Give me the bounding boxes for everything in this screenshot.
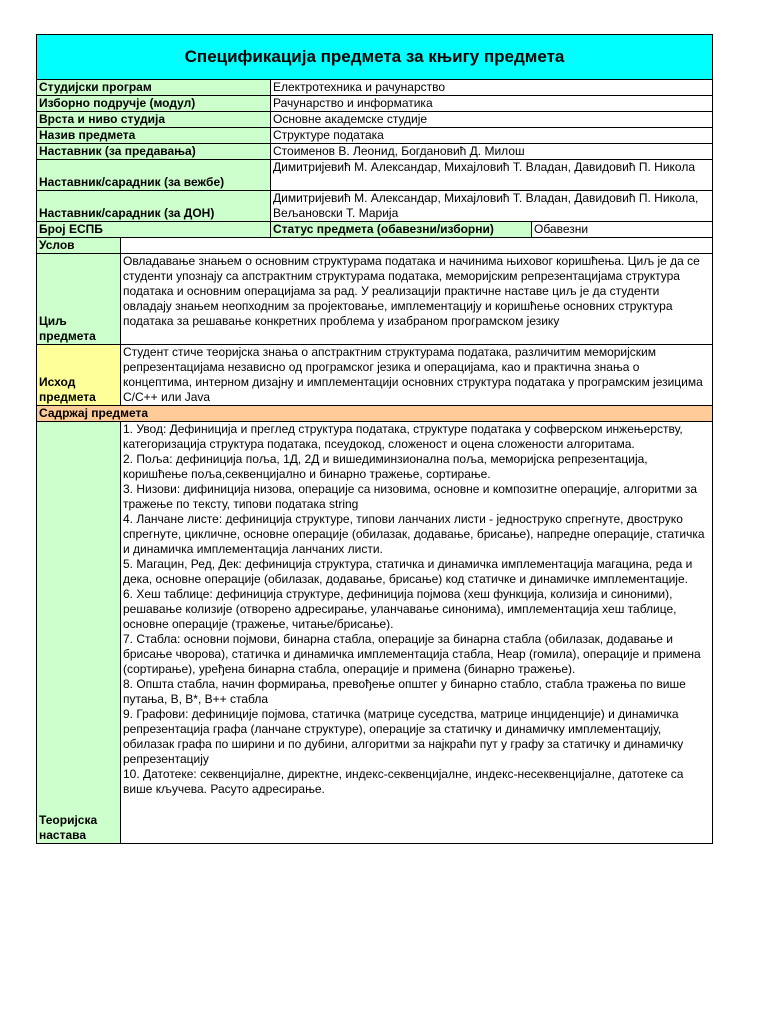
content-label: Садржај предмета <box>37 406 713 422</box>
course-value: Структуре података <box>271 128 713 144</box>
topic-item: 2. Поља: дефиниција поља, 1Д, 2Д и вишедиминзионална поља, меморијска репрезентација, коришћење поља,секвенцијално и бинарно тражење, сортирање. <box>123 452 648 481</box>
outcome-label-line1: Исход <box>39 375 76 389</box>
topic-item: 9. Графови: дефиниције појмова, статичка (матрице суседства, матрице инциденције) и динамичка репрезентација графа (ланчане структуре), операције за статичку и динамичку имплементацију, обилазак графа по ширини и по дубини, алгоритми за најкраћи пут у графу за статичку и динамичку репрезентацију <box>123 707 684 766</box>
content-header-row <box>37 406 713 422</box>
don-value: Димитријевић М. Александар, Михајловић Т. Владан, Давидовић П. Никола, Вељановски Т. Марија <box>271 191 713 222</box>
exercises-row <box>37 160 713 191</box>
don-label: Наставник/сарадник (за ДОН) <box>37 191 271 222</box>
topic-item: 5. Магацин, Ред, Дек: дефиниција структура, статичка и динамичка имплементација магацина, реда и дека, основне операције (обилазак, додавање, брисање) код статичке и динамичке имплементације. <box>123 557 693 586</box>
module-row <box>37 96 713 112</box>
level-row <box>37 112 713 128</box>
specification-table <box>36 34 713 844</box>
topic-item: 6. Хеш таблице: дефиниција структуре, дефиниција појмова (хеш функција, колизија и синоними), решавање колизије (отворено адресирање, уланчавање синонима), имплементација хеш таблице, основне операције (тражење, читање/брисање). <box>123 587 677 631</box>
module-value: Рачунарство и информатика <box>271 96 713 112</box>
goal-label-line2: предмета <box>39 329 96 343</box>
don-row <box>37 191 713 222</box>
espb-status-row <box>37 222 713 238</box>
topic-item: 4. Ланчане листе: дефиниција структуре, типови ланчаних листи - једноструко спрегнуте, двоструко спрегнуте, цикличне, основне операције (обилазак, додавање, брисање), напредне операције, статичка и динамичка имплементација ланчаних листи. <box>123 512 705 556</box>
goal-row <box>37 254 713 345</box>
topic-item: 1. Увод: Дефиниција и преглед структура података, структуре података у софверском инжењерству, категоризација структура података, псеудокод, сложеност и оцена сложености алгоритама. <box>123 422 683 451</box>
theory-row <box>37 422 713 844</box>
theory-topics <box>121 422 713 844</box>
lecturer-row <box>37 144 713 160</box>
outcome-label <box>37 345 121 406</box>
page-title: Спецификација предмета за књигу предмета <box>37 35 713 80</box>
title-row <box>37 35 713 80</box>
lecturer-label: Наставник (за предавања) <box>37 144 271 160</box>
status-label: Статус предмета (обавезни/изборни) <box>271 222 532 238</box>
topic-item: 3. Низови: дифиниција низова, операције са низовима, основне и композитне операције, алгоритми за тражење по тексту, типови података string <box>123 482 698 511</box>
goal-text: Овладавање знањем о основним структурама података и начинима њиховог коришћења. Циљ је да се студенти упознају са апстрактним структурама података, меморијским репрезентацијама структура података и основним операцијама за рад. У реализацији практичне наставе циљ је да студенти овладају знањем неопходним за пројектовање, имплементацију и коришћење основних структура података за решавање конкретних проблема у изабраном програмском језику <box>121 254 713 345</box>
condition-value <box>121 238 713 254</box>
course-row <box>37 128 713 144</box>
theory-label <box>37 422 121 844</box>
course-specification-sheet <box>36 34 712 844</box>
condition-label: Услов <box>37 238 121 254</box>
exercises-value: Димитријевић М. Александар, Михајловић Т. Владан, Давидовић П. Никола <box>271 160 713 191</box>
outcome-label-line2: предмета <box>39 390 96 404</box>
course-label: Назив предмета <box>37 128 271 144</box>
topic-item: 10. Датотеке: секвенцијалне, директне, индекс-секвенцијалне, индекс-несеквенцијалне, датотеке са више кључева. Расуто адресирање. <box>123 767 684 796</box>
espb-label: Број ЕСПБ <box>37 222 271 238</box>
program-label: Студијски програм <box>37 80 271 96</box>
level-value: Основне академске студије <box>271 112 713 128</box>
lecturer-value: Стоименов В. Леонид, Богдановић Д. Милош <box>271 144 713 160</box>
goal-label-line1: Циљ <box>39 314 67 328</box>
outcome-row <box>37 345 713 406</box>
theory-label-line1: Теоријска <box>39 813 98 827</box>
program-row <box>37 80 713 96</box>
theory-label-line2: настава <box>39 828 87 842</box>
goal-label <box>37 254 121 345</box>
status-value: Обавезни <box>532 222 713 238</box>
exercises-label: Наставник/сарадник (за вежбе) <box>37 160 271 191</box>
level-label: Врста и ниво студија <box>37 112 271 128</box>
condition-row <box>37 238 713 254</box>
topic-item: 7. Стабла: основни појмови, бинарна стабла, операције за бинарна стабла (обилазак, додавање и брисање чворова), статичка и динамичка имплементација стабла, Heap (гомила), операције и примена (сортирање), уређена бинарна стабла, операције и примена (бинарно тражење). <box>123 632 701 676</box>
module-label: Изборно подручје (модул) <box>37 96 271 112</box>
program-value: Електротехника и рачунарство <box>271 80 713 96</box>
topic-item: 8. Општа стабла, начин формирања, превођење општег у бинарно стабло, стабла тражења по више путања, B, B*, B++ стабла <box>123 677 686 706</box>
outcome-text: Студент стиче теоријска знања о апстрактним структурама података, различитим меморијским репрезентацијама независно од програмског језика и операцијама, као и практична знања о концептима, интерном дизајну и имплементацији основних структура података у програмским језицима C/C++ или Java <box>121 345 713 406</box>
